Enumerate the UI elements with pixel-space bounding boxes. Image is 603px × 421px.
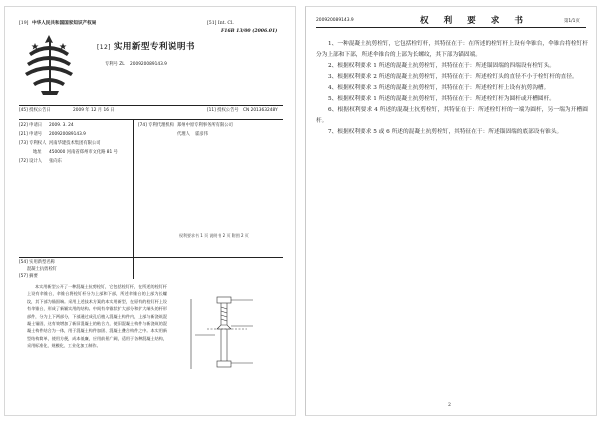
- publication-number-label: [11] 授权公告号: [207, 108, 239, 113]
- patent-number: 200920089143.9: [130, 62, 167, 67]
- anchor-stud-drawing: [187, 295, 271, 373]
- patentee-label: [73] 专利权人: [19, 141, 47, 146]
- abstract-text: 本实用新型公开了一种混凝土抗剪栓钉，它包括栓钉杆，在所述的栓钉杆上设有伞锥台，伞锥台将栓钉杆分为上部和下部，所述伞锥台的上部为长螺纹，其下部为锚固端。采用上述技术方案的本实用新型，在原有的栓钉杆上设有伞锥台，形成了新颖实用的结构。中间有伞锥状扩大部分和扩大端头的杆形部件，分为上下两部分，下部通过成孔后植入混凝土构件内，上部与新浇筑混凝土锚固，这有效增加了新旧混凝土的粘合力，使旧混凝土构件与新浇筑的混凝土构件结合为一体，用于混凝土构件加固、混凝土叠合构件之中。本实用新型结构简单，使用方便，成本低廉，应用前景广阔，适用于各种混凝土结构，采用标准化、规模化、工业化加工制作。: [27, 284, 167, 349]
- claim-6: 6、根据权利要求 4 所述的混凝土抗剪栓钉，其特征在于：所述栓钉杆的一端为圆杆，另一端为开槽圆杆。: [316, 107, 588, 124]
- claims-title: 权 利 要 求 书: [420, 16, 529, 26]
- agent: 霍彦伟: [195, 132, 208, 137]
- application-date: 2009. 3. 24: [49, 123, 74, 128]
- utility-model-name: 混凝土抗剪栓钉: [27, 267, 58, 272]
- ipc-code: [51] Int. Cl.: [207, 21, 234, 26]
- claim-1: 1、一种混凝土抗剪栓钉，它包括栓钉杆，其特征在于：在所述的栓钉杆上设有伞锥台，伞锥台将栓钉杆分为上部和下部，所述伞锥台的上部为长螺纹，其下部为锚固端。: [316, 41, 588, 58]
- patent-office-emblem-icon: [19, 33, 79, 97]
- agent-label: 代理人: [177, 132, 190, 137]
- authority-name: 中华人民共和国国家知识产权局: [32, 21, 97, 26]
- page-count-note: 权利要求书 1 页 说明书 2 页 附图 2 页: [179, 233, 249, 238]
- address-label: 地址: [33, 150, 42, 155]
- abstract-rule: [19, 257, 283, 258]
- grant-date: 2009 年 12 月 16 日: [73, 108, 115, 113]
- utility-model-name-label: [54] 实用新型名称: [19, 260, 55, 265]
- claim-2: 2、根据权利要求 1 所述的混凝土抗剪栓钉，其特征在于：所述锚固端的四端设有栓钉头。: [328, 63, 555, 69]
- abstract-label: [57] 摘要: [19, 274, 38, 279]
- address: 450000 河南省郑州市文化路 81 号: [49, 150, 118, 155]
- inventor: 张向东: [49, 159, 62, 164]
- application-date-label: [22] 申请日: [19, 123, 43, 128]
- ipc-value: F16B 13/00 (2006.01): [221, 29, 278, 34]
- patent-cover-page: [4, 6, 296, 416]
- claim-5: 5、根据权利要求 1 所述的混凝土抗剪栓钉，其特征在于：所述栓钉杆为圆杆或开槽圆杆。: [328, 96, 555, 102]
- column-divider: [133, 119, 134, 279]
- claims-page: [305, 6, 597, 416]
- patent-number-label: 专利号 ZL: [105, 62, 125, 67]
- claims-header-rule: [316, 27, 586, 28]
- inventor-label: [72] 设计人: [19, 159, 43, 164]
- authority-code: [19]: [19, 21, 29, 26]
- page-number: 2: [448, 403, 451, 408]
- title-code: [12]: [97, 44, 111, 51]
- page-indicator: 第1/1页: [564, 19, 580, 24]
- publication-number: CN 201363248Y: [243, 108, 278, 113]
- claim-4: 4、根据权利要求 3 所述的混凝土抗剪栓钉，其特征在于：所述栓钉杆上设有抗剪沟槽。: [328, 85, 550, 91]
- header-rule: [19, 105, 283, 106]
- claims-list: [316, 39, 588, 138]
- document-title: [12] 实用新型专利说明书: [97, 42, 195, 52]
- application-number-label: [21] 申请号: [19, 132, 43, 137]
- claim-7: 7、根据权利要求 5 或 6 所述的混凝土抗剪栓钉，其特征在于：所述锚固端的底部设有锥头。: [328, 129, 563, 135]
- application-number: 200920089143.9: [49, 132, 86, 137]
- document-number: 200920089143.9: [316, 18, 354, 23]
- bibliographic-rule: [19, 119, 283, 120]
- patentee: 河南华建技术集团有限公司: [49, 141, 101, 146]
- agency-label: [74] 专利代理机构: [138, 123, 174, 128]
- agency: 郑州中原专利事务所有限公司: [177, 123, 233, 128]
- claim-3: 3、根据权利要求 2 所述的混凝土抗剪栓钉，其特征在于：所述栓钉头的直径不小于栓钉杆的直径。: [328, 74, 578, 80]
- grant-date-label: [45] 授权公告日: [19, 108, 51, 113]
